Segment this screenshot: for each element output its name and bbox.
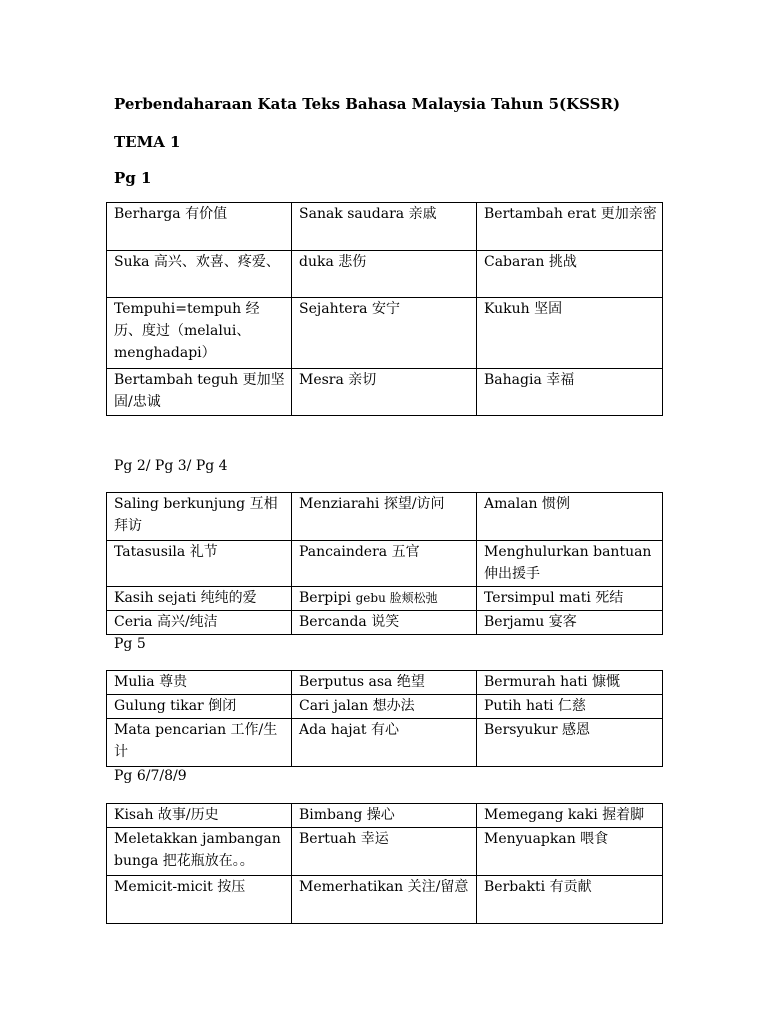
vocab-table-pg1: [106, 202, 663, 416]
table-row: [107, 493, 663, 541]
table-row: [107, 671, 663, 695]
theme-heading: TEMA 1: [114, 133, 181, 151]
section-label-pg1: Pg 1: [114, 169, 152, 187]
table-cell: Cabaran 挑战: [477, 251, 663, 298]
table-cell: Menghulurkan bantuan 伸出援手: [477, 541, 663, 587]
table-cell: Putih hati 仁慈: [477, 695, 663, 719]
table-row: [107, 251, 663, 298]
table-cell: Menyuapkan 喂食: [477, 828, 663, 876]
table-cell: Berbakti 有贡献: [477, 876, 663, 924]
table-cell: Kisah 故事/历史: [107, 804, 292, 828]
table-row: [107, 828, 663, 876]
table-cell: Gulung tikar 倒闭: [107, 695, 292, 719]
table-cell: Bertambah erat 更加亲密: [477, 203, 663, 251]
table-cell: Bimbang 操心: [292, 804, 477, 828]
section-label-pg5: Pg 5: [114, 636, 146, 652]
document-title: Perbendaharaan Kata Teks Bahasa Malaysia Tahun 5(KSSR): [114, 95, 621, 113]
table-cell: Sejahtera 安宁: [292, 298, 477, 369]
table-cell: Bermurah hati 慷慨: [477, 671, 663, 695]
table-cell: Suka 高兴、欢喜、疼爱、: [107, 251, 292, 298]
vocab-table-pg5: [106, 670, 663, 767]
table-row: [107, 876, 663, 924]
table-cell: [292, 587, 477, 611]
table-row: [107, 541, 663, 587]
table-cell: Mesra 亲切: [292, 369, 477, 416]
table-row: [107, 719, 663, 767]
table-cell: Bahagia 幸福: [477, 369, 663, 416]
table-cell: Mulia 尊贵: [107, 671, 292, 695]
table-cell: Berharga 有价值: [107, 203, 292, 251]
table-row: [107, 804, 663, 828]
table-cell: Cari jalan 想办法: [292, 695, 477, 719]
table-cell: Memerhatikan 关注/留意: [292, 876, 477, 924]
table-cell: Amalan 惯例: [477, 493, 663, 541]
table-cell: Saling berkunjung 互相拜访: [107, 493, 292, 541]
table-cell: Mata pencarian 工作/生计: [107, 719, 292, 767]
table-cell: Bertambah teguh 更加坚固/忠诚: [107, 369, 292, 416]
table-row: [107, 298, 663, 369]
table-cell: Pancaindera 五官: [292, 541, 477, 587]
table-cell: duka 悲伤: [292, 251, 477, 298]
table-cell: Bertuah 幸运: [292, 828, 477, 876]
table-cell: Menziarahi 探望/访问: [292, 493, 477, 541]
table-cell: Tersimpul mati 死结: [477, 587, 663, 611]
table-row: [107, 369, 663, 416]
table-cell: Kukuh 坚固: [477, 298, 663, 369]
section-label-pg2-4: Pg 2/ Pg 3/ Pg 4: [114, 458, 228, 474]
table-cell: Memicit-micit 按压: [107, 876, 292, 924]
table-cell: Berjamu 宴客: [477, 611, 663, 635]
cell-text: Berpipi gebu 脸颊松弛: [299, 590, 438, 606]
vocab-table-pg2-4: [106, 492, 663, 635]
table-cell: Meletakkan jambangan bunga 把花瓶放在。。: [107, 828, 292, 876]
section-label-pg6-9: Pg 6/7/8/9: [114, 768, 187, 784]
table-row: [107, 203, 663, 251]
table-cell: Bersyukur 感恩: [477, 719, 663, 767]
vocab-table-pg6-9: [106, 803, 663, 924]
table-cell: Berputus asa 绝望: [292, 671, 477, 695]
table-row: [107, 695, 663, 719]
table-cell: Tatasusila 礼节: [107, 541, 292, 587]
table-row: [107, 587, 663, 611]
table-cell: Kasih sejati 纯纯的爱: [107, 587, 292, 611]
table-cell: Tempuhi=tempuh 经历、度过（melalui、menghadapi）: [107, 298, 292, 369]
table-cell: Ada hajat 有心: [292, 719, 477, 767]
table-cell: Ceria 高兴/纯洁: [107, 611, 292, 635]
table-cell: Bercanda 说笑: [292, 611, 477, 635]
table-cell: Memegang kaki 握着脚: [477, 804, 663, 828]
table-row: [107, 611, 663, 635]
table-cell: Sanak saudara 亲戚: [292, 203, 477, 251]
